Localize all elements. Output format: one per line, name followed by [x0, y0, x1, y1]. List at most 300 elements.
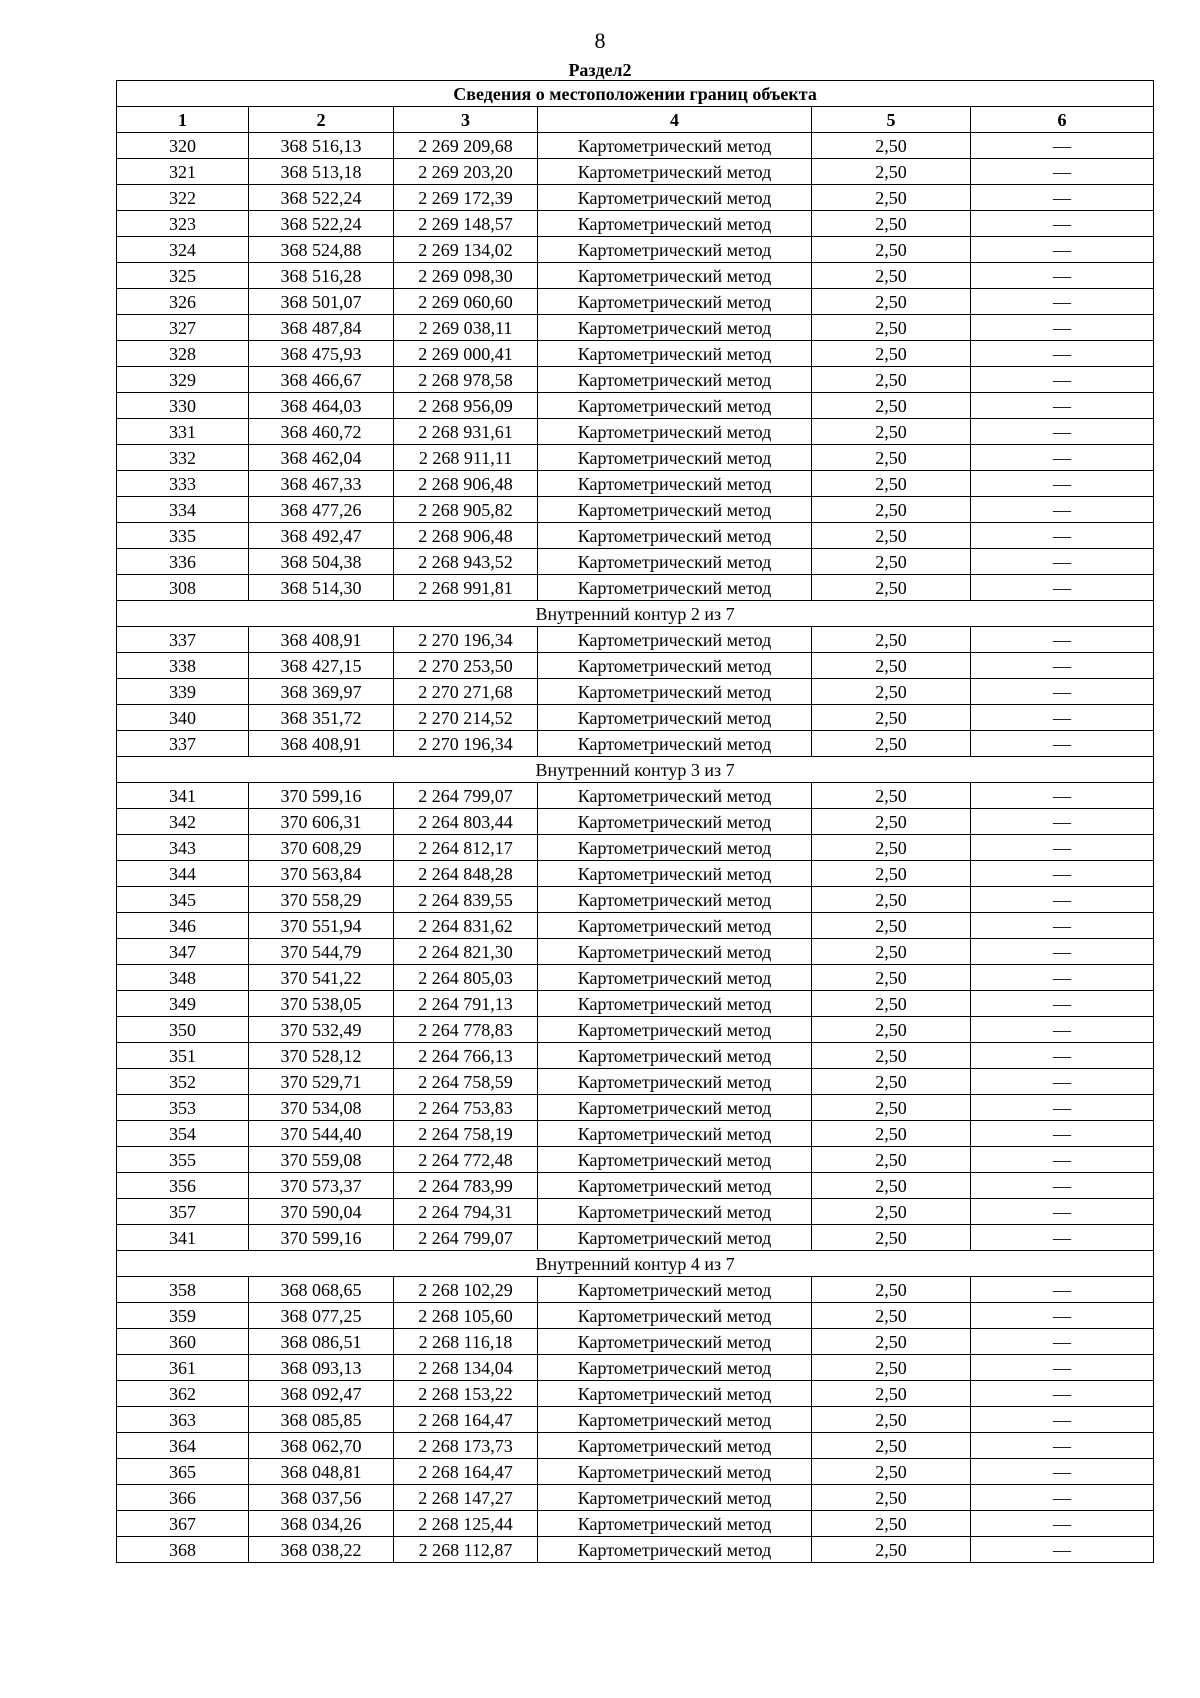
y-coordinate-cell: 2 264 783,99 — [394, 1173, 538, 1199]
accuracy-cell: 2,50 — [812, 653, 971, 679]
x-coordinate-cell: 368 522,24 — [249, 185, 394, 211]
accuracy-cell: 2,50 — [812, 237, 971, 263]
point-number-cell: 334 — [117, 497, 249, 523]
table-row — [117, 1277, 1154, 1303]
table-row — [117, 913, 1154, 939]
point-number-cell: 327 — [117, 315, 249, 341]
method-cell: Картометрический метод — [538, 783, 812, 809]
table-row — [117, 1121, 1154, 1147]
method-cell: Картометрический метод — [538, 835, 812, 861]
method-cell: Картометрический метод — [538, 1095, 812, 1121]
table-title: Сведения о местоположении границ объекта — [117, 81, 1154, 107]
note-cell: — — [971, 1433, 1154, 1459]
x-coordinate-cell: 368 516,13 — [249, 133, 394, 159]
note-cell: — — [971, 1407, 1154, 1433]
y-coordinate-cell: 2 269 209,68 — [394, 133, 538, 159]
note-cell: — — [971, 1329, 1154, 1355]
table-row — [117, 1095, 1154, 1121]
table-row — [117, 367, 1154, 393]
method-cell: Картометрический метод — [538, 263, 812, 289]
y-coordinate-cell: 2 268 943,52 — [394, 549, 538, 575]
table-row — [117, 679, 1154, 705]
point-number-cell: 340 — [117, 705, 249, 731]
y-coordinate-cell: 2 269 148,57 — [394, 211, 538, 237]
note-cell: — — [971, 1199, 1154, 1225]
y-coordinate-cell: 2 269 000,41 — [394, 341, 538, 367]
method-cell: Картометрический метод — [538, 653, 812, 679]
method-cell: Картометрический метод — [538, 549, 812, 575]
column-header: 6 — [971, 107, 1154, 133]
accuracy-cell: 2,50 — [812, 1537, 971, 1563]
accuracy-cell: 2,50 — [812, 211, 971, 237]
method-cell: Картометрический метод — [538, 1043, 812, 1069]
x-coordinate-cell: 368 093,13 — [249, 1355, 394, 1381]
accuracy-cell: 2,50 — [812, 289, 971, 315]
page-number: 8 — [594, 28, 606, 53]
y-coordinate-cell: 2 264 848,28 — [394, 861, 538, 887]
method-cell: Картометрический метод — [538, 1511, 812, 1537]
note-cell: — — [971, 445, 1154, 471]
point-number-cell: 350 — [117, 1017, 249, 1043]
table-row — [117, 627, 1154, 653]
method-cell: Картометрический метод — [538, 1199, 812, 1225]
y-coordinate-cell: 2 268 978,58 — [394, 367, 538, 393]
y-coordinate-cell: 2 268 905,82 — [394, 497, 538, 523]
accuracy-cell: 2,50 — [812, 1017, 971, 1043]
method-cell: Картометрический метод — [538, 471, 812, 497]
y-coordinate-cell: 2 270 196,34 — [394, 627, 538, 653]
x-coordinate-cell: 370 532,49 — [249, 1017, 394, 1043]
table-row — [117, 393, 1154, 419]
point-number-cell: 341 — [117, 783, 249, 809]
accuracy-cell: 2,50 — [812, 471, 971, 497]
point-number-cell: 326 — [117, 289, 249, 315]
point-number-cell: 348 — [117, 965, 249, 991]
point-number-cell: 351 — [117, 1043, 249, 1069]
method-cell: Картометрический метод — [538, 965, 812, 991]
note-cell: — — [971, 1147, 1154, 1173]
table-row — [117, 315, 1154, 341]
x-coordinate-cell: 368 504,38 — [249, 549, 394, 575]
method-cell: Картометрический метод — [538, 1225, 812, 1251]
method-cell: Картометрический метод — [538, 1329, 812, 1355]
y-coordinate-cell: 2 268 906,48 — [394, 523, 538, 549]
y-coordinate-cell: 2 270 271,68 — [394, 679, 538, 705]
method-cell: Картометрический метод — [538, 1069, 812, 1095]
accuracy-cell: 2,50 — [812, 1225, 971, 1251]
point-number-cell: 341 — [117, 1225, 249, 1251]
accuracy-cell: 2,50 — [812, 1199, 971, 1225]
accuracy-cell: 2,50 — [812, 523, 971, 549]
method-cell: Картометрический метод — [538, 445, 812, 471]
accuracy-cell: 2,50 — [812, 1147, 971, 1173]
y-coordinate-cell: 2 264 758,19 — [394, 1121, 538, 1147]
x-coordinate-cell: 368 369,97 — [249, 679, 394, 705]
point-number-cell: 320 — [117, 133, 249, 159]
point-number-cell: 358 — [117, 1277, 249, 1303]
x-coordinate-cell: 370 528,12 — [249, 1043, 394, 1069]
accuracy-cell: 2,50 — [812, 1381, 971, 1407]
method-cell: Картометрический метод — [538, 913, 812, 939]
method-cell: Картометрический метод — [538, 731, 812, 757]
method-cell: Картометрический метод — [538, 1017, 812, 1043]
note-cell: — — [971, 1173, 1154, 1199]
note-cell: — — [971, 939, 1154, 965]
table-row — [117, 1459, 1154, 1485]
method-cell: Картометрический метод — [538, 1355, 812, 1381]
accuracy-cell: 2,50 — [812, 783, 971, 809]
accuracy-cell: 2,50 — [812, 1511, 971, 1537]
table-row — [117, 523, 1154, 549]
x-coordinate-cell: 368 477,26 — [249, 497, 394, 523]
point-number-cell: 308 — [117, 575, 249, 601]
y-coordinate-cell: 2 264 772,48 — [394, 1147, 538, 1173]
section-title: Раздел2 — [568, 60, 632, 80]
point-number-cell: 349 — [117, 991, 249, 1017]
x-coordinate-cell: 368 077,25 — [249, 1303, 394, 1329]
table-row — [117, 471, 1154, 497]
note-cell: — — [971, 393, 1154, 419]
table-row — [117, 705, 1154, 731]
accuracy-cell: 2,50 — [812, 1121, 971, 1147]
table-row — [117, 887, 1154, 913]
x-coordinate-cell: 368 522,24 — [249, 211, 394, 237]
note-cell: — — [971, 1121, 1154, 1147]
table-row — [117, 341, 1154, 367]
point-number-cell: 346 — [117, 913, 249, 939]
accuracy-cell: 2,50 — [812, 1329, 971, 1355]
method-cell: Картометрический метод — [538, 1303, 812, 1329]
point-number-cell: 331 — [117, 419, 249, 445]
contour-label: Внутренний контур 4 из 7 — [117, 1251, 1154, 1277]
accuracy-cell: 2,50 — [812, 1277, 971, 1303]
point-number-cell: 336 — [117, 549, 249, 575]
note-cell: — — [971, 263, 1154, 289]
x-coordinate-cell: 368 460,72 — [249, 419, 394, 445]
y-coordinate-cell: 2 270 196,34 — [394, 731, 538, 757]
accuracy-cell: 2,50 — [812, 1303, 971, 1329]
table-row — [117, 1043, 1154, 1069]
accuracy-cell: 2,50 — [812, 1355, 971, 1381]
y-coordinate-cell: 2 268 112,87 — [394, 1537, 538, 1563]
accuracy-cell: 2,50 — [812, 133, 971, 159]
point-number-cell: 367 — [117, 1511, 249, 1537]
accuracy-cell: 2,50 — [812, 1433, 971, 1459]
accuracy-cell: 2,50 — [812, 1095, 971, 1121]
y-coordinate-cell: 2 268 134,04 — [394, 1355, 538, 1381]
accuracy-cell: 2,50 — [812, 731, 971, 757]
point-number-cell: 364 — [117, 1433, 249, 1459]
accuracy-cell: 2,50 — [812, 679, 971, 705]
table-row — [117, 1407, 1154, 1433]
accuracy-cell: 2,50 — [812, 185, 971, 211]
y-coordinate-cell: 2 268 164,47 — [394, 1407, 538, 1433]
y-coordinate-cell: 2 269 098,30 — [394, 263, 538, 289]
method-cell: Картометрический метод — [538, 1173, 812, 1199]
table-row — [117, 263, 1154, 289]
table-row — [117, 653, 1154, 679]
table-row — [117, 211, 1154, 237]
y-coordinate-cell: 2 268 173,73 — [394, 1433, 538, 1459]
contour-label: Внутренний контур 2 из 7 — [117, 601, 1154, 627]
method-cell: Картометрический метод — [538, 1537, 812, 1563]
method-cell: Картометрический метод — [538, 185, 812, 211]
x-coordinate-cell: 368 086,51 — [249, 1329, 394, 1355]
x-coordinate-cell: 368 351,72 — [249, 705, 394, 731]
method-cell: Картометрический метод — [538, 341, 812, 367]
note-cell: — — [971, 809, 1154, 835]
accuracy-cell: 2,50 — [812, 965, 971, 991]
table-row — [117, 1537, 1154, 1563]
y-coordinate-cell: 2 264 799,07 — [394, 783, 538, 809]
x-coordinate-cell: 370 538,05 — [249, 991, 394, 1017]
y-coordinate-cell: 2 268 125,44 — [394, 1511, 538, 1537]
x-coordinate-cell: 370 599,16 — [249, 783, 394, 809]
note-cell: — — [971, 211, 1154, 237]
point-number-cell: 330 — [117, 393, 249, 419]
method-cell: Картометрический метод — [538, 211, 812, 237]
note-cell: — — [971, 159, 1154, 185]
note-cell: — — [971, 991, 1154, 1017]
method-cell: Картометрический метод — [538, 575, 812, 601]
y-coordinate-cell: 2 264 831,62 — [394, 913, 538, 939]
x-coordinate-cell: 368 487,84 — [249, 315, 394, 341]
y-coordinate-cell: 2 264 753,83 — [394, 1095, 538, 1121]
method-cell: Картометрический метод — [538, 367, 812, 393]
method-cell: Картометрический метод — [538, 1459, 812, 1485]
y-coordinate-cell: 2 264 799,07 — [394, 1225, 538, 1251]
accuracy-cell: 2,50 — [812, 861, 971, 887]
accuracy-cell: 2,50 — [812, 341, 971, 367]
table-row — [117, 1355, 1154, 1381]
point-number-cell: 359 — [117, 1303, 249, 1329]
note-cell: — — [971, 497, 1154, 523]
column-header: 3 — [394, 107, 538, 133]
column-header-row — [117, 107, 1154, 133]
y-coordinate-cell: 2 270 214,52 — [394, 705, 538, 731]
method-cell: Картометрический метод — [538, 1433, 812, 1459]
accuracy-cell: 2,50 — [812, 627, 971, 653]
note-cell: — — [971, 913, 1154, 939]
y-coordinate-cell: 2 270 253,50 — [394, 653, 538, 679]
y-coordinate-cell: 2 269 172,39 — [394, 185, 538, 211]
note-cell: — — [971, 1459, 1154, 1485]
point-number-cell: 322 — [117, 185, 249, 211]
y-coordinate-cell: 2 264 794,31 — [394, 1199, 538, 1225]
table-row — [117, 1199, 1154, 1225]
point-number-cell: 337 — [117, 731, 249, 757]
accuracy-cell: 2,50 — [812, 549, 971, 575]
method-cell: Картометрический метод — [538, 679, 812, 705]
accuracy-cell: 2,50 — [812, 315, 971, 341]
point-number-cell: 357 — [117, 1199, 249, 1225]
accuracy-cell: 2,50 — [812, 367, 971, 393]
contour-heading-row — [117, 1251, 1154, 1277]
x-coordinate-cell: 368 501,07 — [249, 289, 394, 315]
x-coordinate-cell: 368 034,26 — [249, 1511, 394, 1537]
table-row — [117, 289, 1154, 315]
method-cell: Картометрический метод — [538, 627, 812, 653]
table-row — [117, 991, 1154, 1017]
method-cell: Картометрический метод — [538, 1277, 812, 1303]
note-cell: — — [971, 419, 1154, 445]
table-row — [117, 1511, 1154, 1537]
x-coordinate-cell: 370 590,04 — [249, 1199, 394, 1225]
point-number-cell: 325 — [117, 263, 249, 289]
y-coordinate-cell: 2 268 164,47 — [394, 1459, 538, 1485]
note-cell: — — [971, 289, 1154, 315]
method-cell: Картометрический метод — [538, 523, 812, 549]
method-cell: Картометрический метод — [538, 991, 812, 1017]
accuracy-cell: 2,50 — [812, 1407, 971, 1433]
accuracy-cell: 2,50 — [812, 575, 971, 601]
method-cell: Картометрический метод — [538, 159, 812, 185]
table-row — [117, 1147, 1154, 1173]
x-coordinate-cell: 370 573,37 — [249, 1173, 394, 1199]
accuracy-cell: 2,50 — [812, 1173, 971, 1199]
point-number-cell: 356 — [117, 1173, 249, 1199]
note-cell: — — [971, 705, 1154, 731]
y-coordinate-cell: 2 264 812,17 — [394, 835, 538, 861]
note-cell: — — [971, 835, 1154, 861]
x-coordinate-cell: 370 563,84 — [249, 861, 394, 887]
point-number-cell: 366 — [117, 1485, 249, 1511]
x-coordinate-cell: 370 534,08 — [249, 1095, 394, 1121]
x-coordinate-cell: 368 408,91 — [249, 627, 394, 653]
note-cell: — — [971, 1381, 1154, 1407]
method-cell: Картометрический метод — [538, 1121, 812, 1147]
table-row — [117, 237, 1154, 263]
accuracy-cell: 2,50 — [812, 419, 971, 445]
table-row — [117, 497, 1154, 523]
boundary-table — [116, 80, 1154, 1563]
x-coordinate-cell: 370 599,16 — [249, 1225, 394, 1251]
x-coordinate-cell: 370 608,29 — [249, 835, 394, 861]
point-number-cell: 335 — [117, 523, 249, 549]
note-cell: — — [971, 315, 1154, 341]
method-cell: Картометрический метод — [538, 393, 812, 419]
accuracy-cell: 2,50 — [812, 1043, 971, 1069]
note-cell: — — [971, 731, 1154, 757]
y-coordinate-cell: 2 268 911,11 — [394, 445, 538, 471]
x-coordinate-cell: 368 524,88 — [249, 237, 394, 263]
method-cell: Картометрический метод — [538, 289, 812, 315]
accuracy-cell: 2,50 — [812, 835, 971, 861]
accuracy-cell: 2,50 — [812, 1485, 971, 1511]
table-row — [117, 1069, 1154, 1095]
table-row — [117, 939, 1154, 965]
point-number-cell: 360 — [117, 1329, 249, 1355]
x-coordinate-cell: 368 062,70 — [249, 1433, 394, 1459]
table-row — [117, 1381, 1154, 1407]
x-coordinate-cell: 370 551,94 — [249, 913, 394, 939]
table-row — [117, 419, 1154, 445]
y-coordinate-cell: 2 268 906,48 — [394, 471, 538, 497]
table-row — [117, 1329, 1154, 1355]
note-cell: — — [971, 523, 1154, 549]
note-cell: — — [971, 679, 1154, 705]
note-cell: — — [971, 861, 1154, 887]
method-cell: Картометрический метод — [538, 1147, 812, 1173]
table-row — [117, 809, 1154, 835]
note-cell: — — [971, 575, 1154, 601]
x-coordinate-cell: 368 466,67 — [249, 367, 394, 393]
table-row — [117, 575, 1154, 601]
table-row — [117, 783, 1154, 809]
method-cell: Картометрический метод — [538, 1381, 812, 1407]
y-coordinate-cell: 2 264 821,30 — [394, 939, 538, 965]
point-number-cell: 352 — [117, 1069, 249, 1095]
y-coordinate-cell: 2 269 203,20 — [394, 159, 538, 185]
column-header: 5 — [812, 107, 971, 133]
x-coordinate-cell: 368 475,93 — [249, 341, 394, 367]
y-coordinate-cell: 2 268 105,60 — [394, 1303, 538, 1329]
note-cell: — — [971, 367, 1154, 393]
table-row — [117, 861, 1154, 887]
x-coordinate-cell: 368 462,04 — [249, 445, 394, 471]
x-coordinate-cell: 368 085,85 — [249, 1407, 394, 1433]
note-cell: — — [971, 1485, 1154, 1511]
y-coordinate-cell: 2 268 153,22 — [394, 1381, 538, 1407]
table-row — [117, 835, 1154, 861]
y-coordinate-cell: 2 268 102,29 — [394, 1277, 538, 1303]
note-cell: — — [971, 471, 1154, 497]
accuracy-cell: 2,50 — [812, 887, 971, 913]
method-cell: Картометрический метод — [538, 497, 812, 523]
note-cell: — — [971, 185, 1154, 211]
point-number-cell: 323 — [117, 211, 249, 237]
point-number-cell: 324 — [117, 237, 249, 263]
note-cell: — — [971, 549, 1154, 575]
y-coordinate-cell: 2 268 116,18 — [394, 1329, 538, 1355]
note-cell: — — [971, 653, 1154, 679]
accuracy-cell: 2,50 — [812, 159, 971, 185]
point-number-cell: 333 — [117, 471, 249, 497]
y-coordinate-cell: 2 268 991,81 — [394, 575, 538, 601]
point-number-cell: 344 — [117, 861, 249, 887]
accuracy-cell: 2,50 — [812, 939, 971, 965]
x-coordinate-cell: 368 467,33 — [249, 471, 394, 497]
method-cell: Картометрический метод — [538, 705, 812, 731]
point-number-cell: 338 — [117, 653, 249, 679]
y-coordinate-cell: 2 269 038,11 — [394, 315, 538, 341]
y-coordinate-cell: 2 264 805,03 — [394, 965, 538, 991]
method-cell: Картометрический метод — [538, 133, 812, 159]
point-number-cell: 361 — [117, 1355, 249, 1381]
note-cell: — — [971, 133, 1154, 159]
x-coordinate-cell: 368 408,91 — [249, 731, 394, 757]
x-coordinate-cell: 370 529,71 — [249, 1069, 394, 1095]
table-row — [117, 159, 1154, 185]
note-cell: — — [971, 1537, 1154, 1563]
x-coordinate-cell: 368 092,47 — [249, 1381, 394, 1407]
note-cell: — — [971, 237, 1154, 263]
y-coordinate-cell: 2 264 778,83 — [394, 1017, 538, 1043]
accuracy-cell: 2,50 — [812, 497, 971, 523]
x-coordinate-cell: 368 037,56 — [249, 1485, 394, 1511]
note-cell: — — [971, 1511, 1154, 1537]
table-row — [117, 965, 1154, 991]
point-number-cell: 337 — [117, 627, 249, 653]
table-row — [117, 549, 1154, 575]
point-number-cell: 339 — [117, 679, 249, 705]
x-coordinate-cell: 368 516,28 — [249, 263, 394, 289]
point-number-cell: 321 — [117, 159, 249, 185]
note-cell: — — [971, 1095, 1154, 1121]
point-number-cell: 332 — [117, 445, 249, 471]
table-row — [117, 133, 1154, 159]
note-cell: — — [971, 1017, 1154, 1043]
